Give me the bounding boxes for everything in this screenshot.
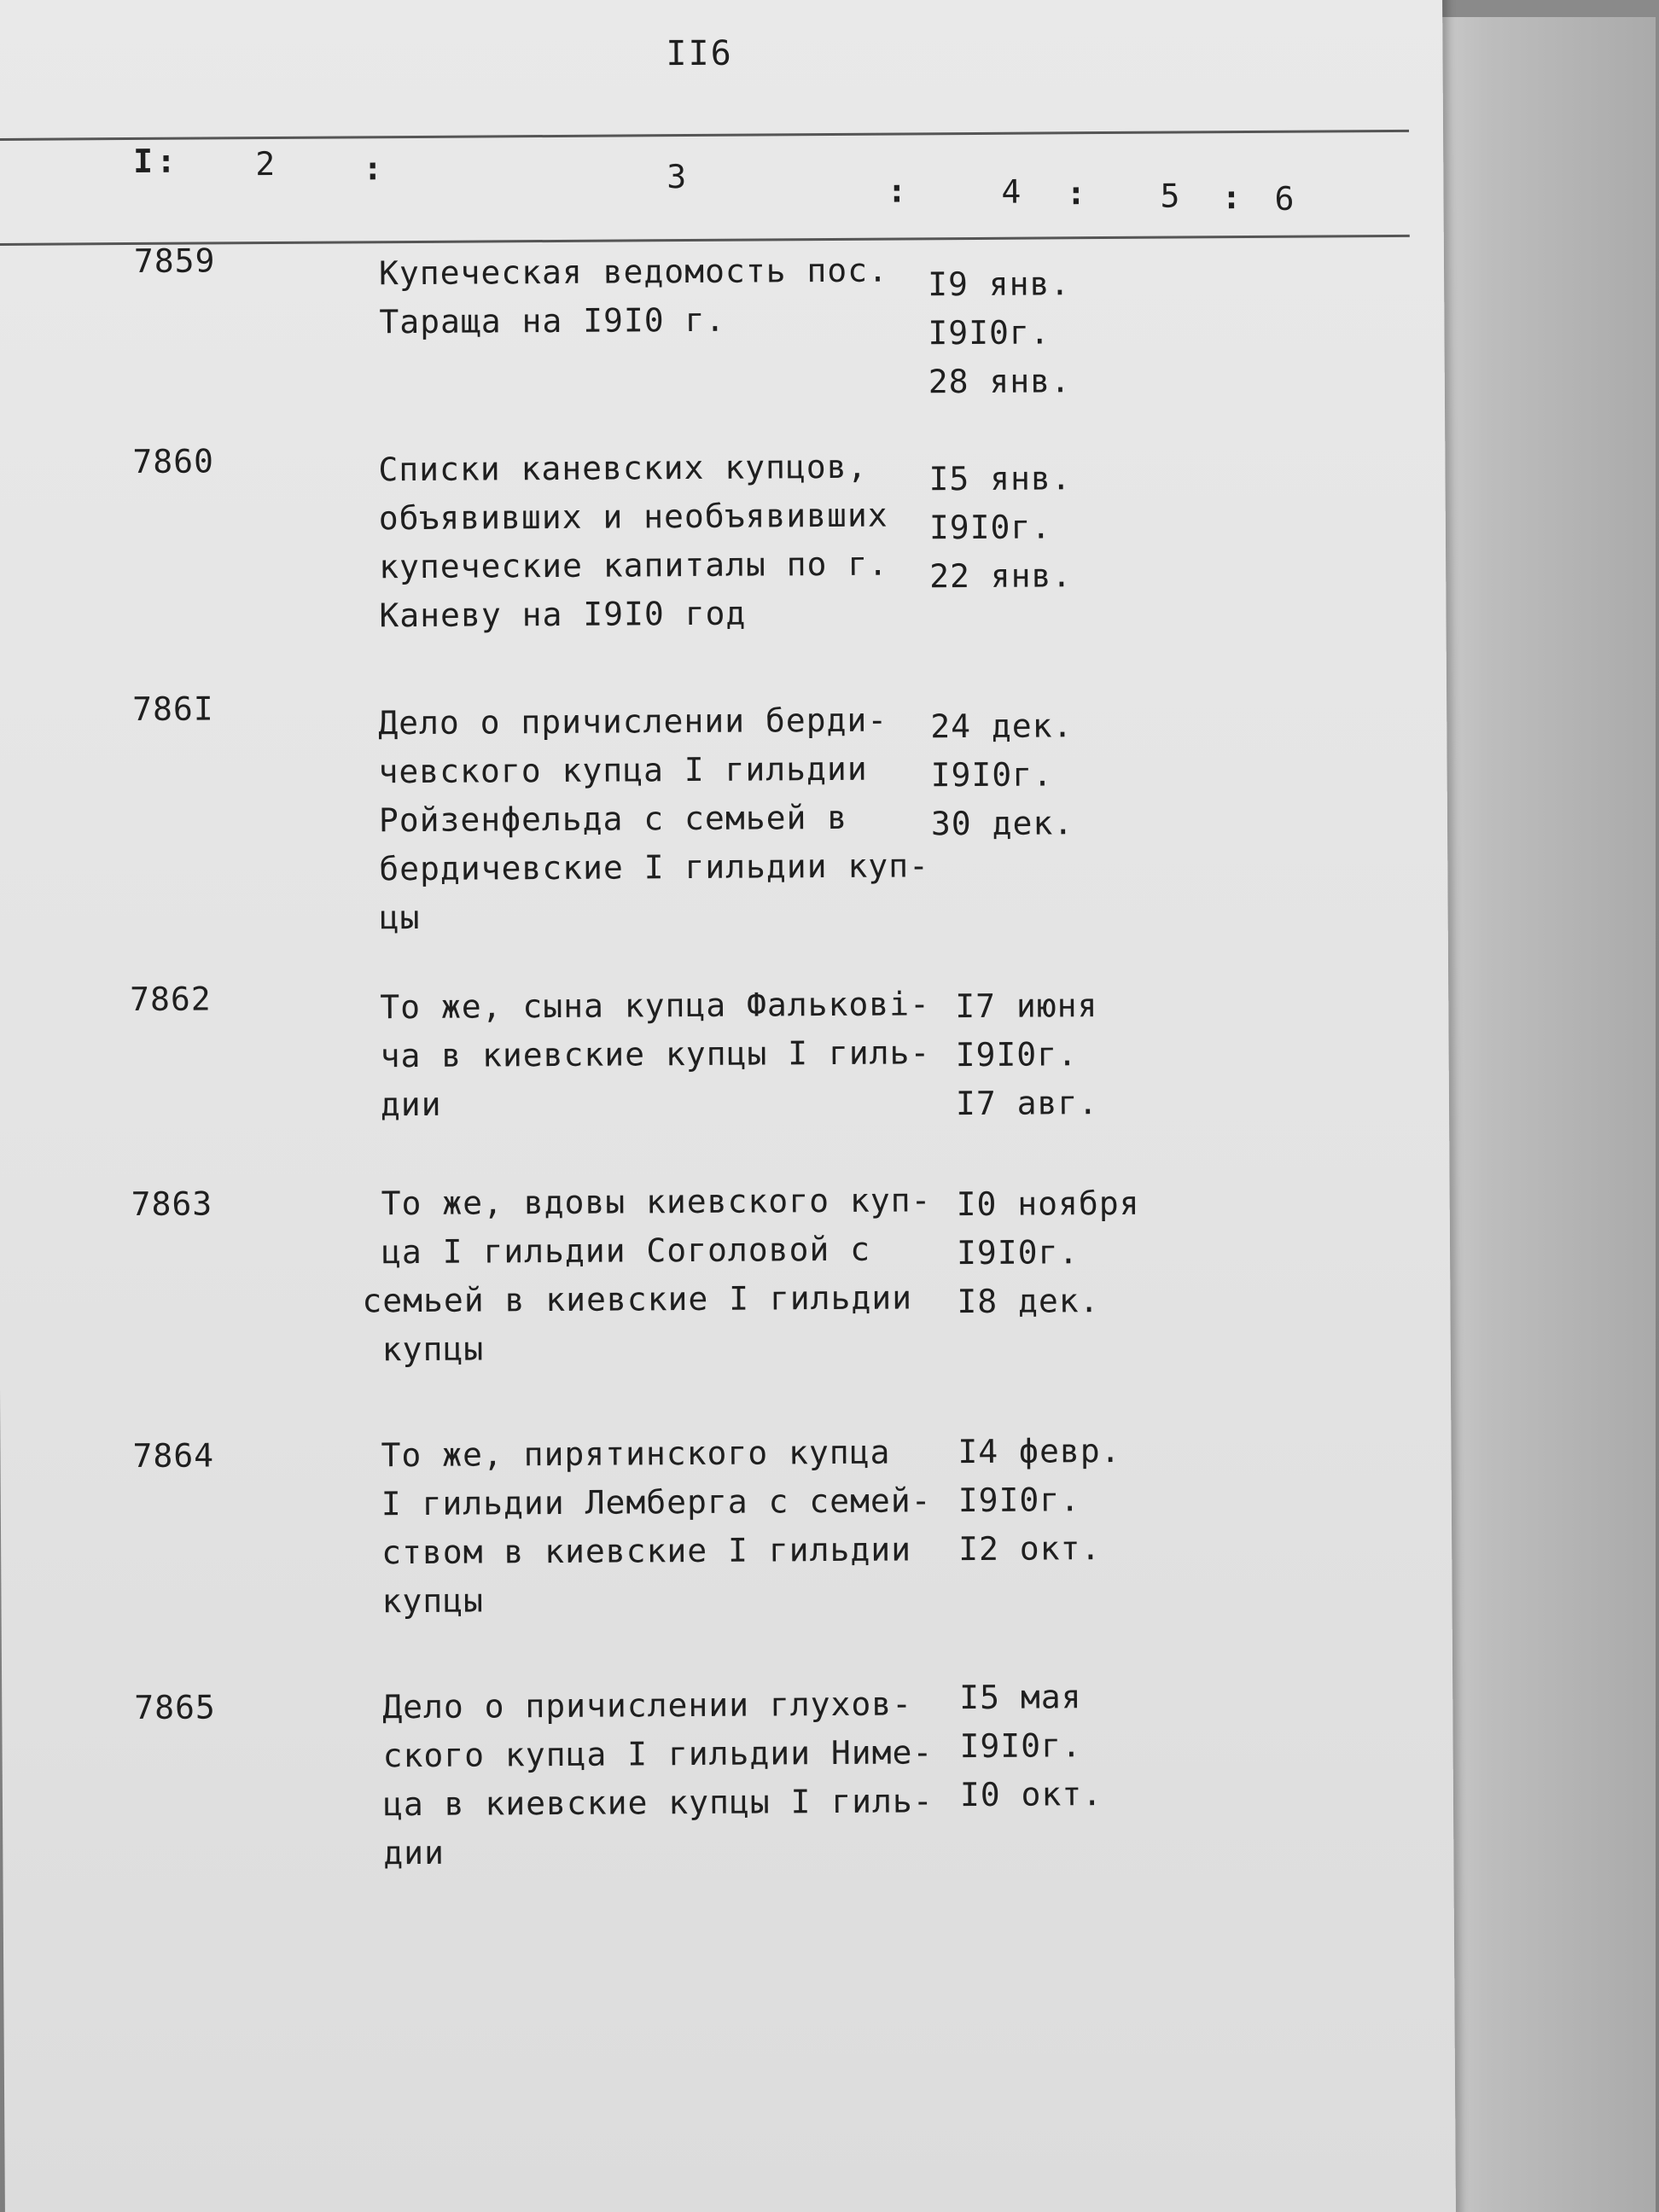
date-start: I7 июня <box>955 987 1098 1026</box>
description-line: Списки каневских купцов, <box>378 447 868 489</box>
column-header-6: 6 <box>1274 179 1295 218</box>
entry-description <box>362 1176 933 1374</box>
entry-number: 7865 <box>134 1688 216 1727</box>
description-line: дии <box>383 1833 445 1872</box>
date-start: 24 дек. <box>930 707 1074 746</box>
column-separator: : <box>1221 178 1242 217</box>
description-line: I гильдии Лемберга с семей- <box>381 1481 932 1523</box>
entry-number: 7862 <box>130 980 212 1019</box>
date-year: I9I0г. <box>928 313 1051 352</box>
date-year: I9I0г. <box>956 1233 1080 1272</box>
entry-number: 7859 <box>133 242 216 280</box>
date-year: I9I0г. <box>958 1481 1081 1520</box>
date-year: I9I0г. <box>959 1726 1082 1766</box>
column-separator: : <box>156 142 177 180</box>
column-separator: : <box>363 149 383 188</box>
entry-description <box>379 247 889 347</box>
date-end: I0 окт. <box>959 1775 1103 1814</box>
description-line: купеческие капиталы по г. <box>378 544 889 586</box>
description-line: Каневу на I9I0 год <box>379 594 747 635</box>
entry-dates <box>959 1673 1103 1819</box>
column-separator: : <box>1066 174 1086 212</box>
description-line: чевского купца I гильдии <box>378 749 868 791</box>
entry-number: 7863 <box>131 1185 213 1224</box>
column-header-3: 3 <box>667 158 687 196</box>
page-number: II6 <box>666 33 733 74</box>
description-line: купцы <box>381 1581 485 1621</box>
description-line: цы <box>379 898 421 937</box>
description-line: Дело о причислении берди- <box>378 701 888 742</box>
date-start: I4 февр. <box>958 1431 1121 1471</box>
header-top-rule <box>0 130 1409 141</box>
description-line: объявивших и необъявивших <box>378 496 888 538</box>
description-line: ского купца I гильдии Ниме- <box>382 1733 934 1775</box>
description-line: Ройзенфельда с семьей в <box>378 798 848 840</box>
description-line: семьей в киевские I гильдии <box>362 1278 913 1320</box>
description-line: ца I гильдии Соголовой с <box>381 1230 871 1272</box>
description-line: ца в киевские купцы I гиль- <box>382 1782 934 1824</box>
entry-description <box>378 443 888 641</box>
column-separator: : <box>887 172 907 210</box>
date-year: I9I0г. <box>955 1035 1079 1074</box>
date-end: I8 дек. <box>957 1282 1100 1321</box>
entry-number: 786I <box>132 690 214 729</box>
entry-description <box>381 1428 932 1626</box>
column-header-2: 2 <box>255 144 276 183</box>
description-line: То же, пирятинского купца <box>381 1433 891 1475</box>
date-start: I5 янв. <box>928 459 1072 498</box>
entry-number: 7860 <box>132 442 215 480</box>
description-line: ством в киевские I гильдии <box>381 1530 912 1572</box>
description-line: купцы <box>381 1330 485 1369</box>
entry-dates <box>928 259 1071 406</box>
date-start: I5 мая <box>959 1678 1082 1717</box>
date-end: 28 янв. <box>928 362 1072 401</box>
date-end: 30 дек. <box>930 804 1074 843</box>
entry-description <box>382 1679 934 1877</box>
entry-number: 7864 <box>132 1436 215 1476</box>
column-header-5: 5 <box>1160 177 1180 215</box>
description-line: ча в киевские купцы I гиль- <box>380 1033 931 1075</box>
entry-dates <box>928 454 1072 601</box>
date-end: I2 окт. <box>958 1529 1102 1569</box>
date-start: I0 ноября <box>956 1184 1140 1224</box>
date-year: I9I0г. <box>928 508 1052 547</box>
column-header-1: I <box>133 142 154 180</box>
entry-description <box>380 980 931 1129</box>
description-line: То же, сына купца Фальковi- <box>380 985 931 1027</box>
date-end: I7 авг. <box>955 1084 1099 1123</box>
entry-dates <box>957 1179 1141 1326</box>
description-line: Купеческая ведомость пос. <box>378 251 889 293</box>
description-line: бердичевские I гильдии куп- <box>379 847 930 888</box>
date-year: I9I0г. <box>930 755 1054 795</box>
description-line: Дело о причислении глухов- <box>382 1685 913 1726</box>
date-start: I9 янв. <box>927 265 1071 304</box>
description-line: дии <box>380 1085 442 1124</box>
entry-dates <box>930 701 1074 848</box>
date-end: 22 янв. <box>929 556 1073 596</box>
entry-description <box>378 696 929 942</box>
description-line: Таращa на I9I0 г. <box>379 300 726 341</box>
entry-dates <box>955 981 1098 1128</box>
description-line: То же, вдовы киевского куп- <box>381 1181 932 1223</box>
column-header-4: 4 <box>1001 172 1022 211</box>
entry-dates <box>958 1427 1121 1574</box>
